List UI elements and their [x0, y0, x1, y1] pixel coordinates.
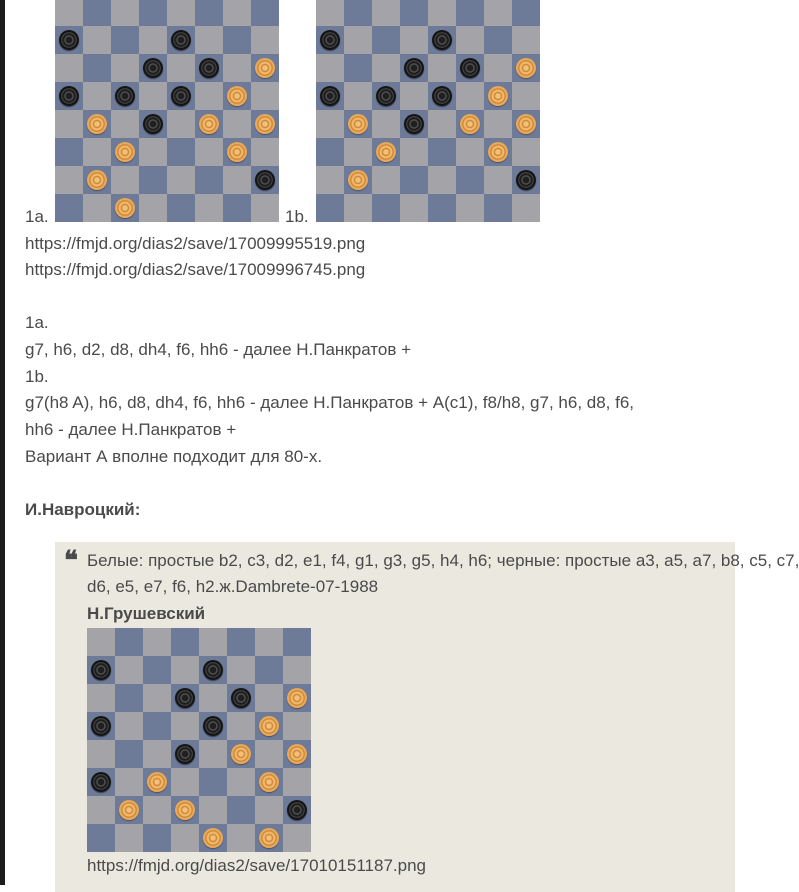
black-checker-piece[interactable] [432, 30, 452, 50]
white-checker-piece[interactable] [227, 142, 247, 162]
white-checker-piece[interactable] [460, 114, 480, 134]
board-square-dark[interactable] [456, 0, 484, 26]
white-checker-piece[interactable] [488, 86, 508, 106]
board-square-light[interactable] [484, 54, 512, 82]
board-square-light[interactable] [344, 194, 372, 222]
board-square-light[interactable] [171, 824, 199, 852]
black-checker-piece[interactable] [59, 86, 79, 106]
white-checker-piece[interactable] [87, 170, 107, 190]
board-square-light[interactable] [143, 796, 171, 824]
board-square-light[interactable] [55, 110, 83, 138]
white-checker-piece[interactable] [115, 142, 135, 162]
board-square-dark[interactable] [484, 194, 512, 222]
board-square-dark[interactable] [171, 684, 199, 712]
quote-text-line-2: d6, e5, e7, f6, h2.ж.Dambrete-07-1988 [87, 577, 379, 596]
board-square-light[interactable] [115, 768, 143, 796]
white-checker-piece[interactable] [348, 114, 368, 134]
board-square-light[interactable] [372, 54, 400, 82]
black-checker-piece[interactable] [460, 58, 480, 78]
board-square-dark[interactable] [344, 54, 372, 82]
board-square-dark[interactable] [372, 26, 400, 54]
quote-author-name: Н.Грушевский [87, 604, 206, 623]
board-square-light[interactable] [251, 138, 279, 166]
white-checker-piece[interactable] [203, 828, 223, 848]
black-checker-piece[interactable] [320, 30, 340, 50]
board-square-dark[interactable] [223, 82, 251, 110]
board-square-dark[interactable] [87, 768, 115, 796]
board-square-light[interactable] [115, 824, 143, 852]
board-square-light[interactable] [456, 26, 484, 54]
board-square-dark[interactable] [428, 138, 456, 166]
analysis-line-4: g7(h8 A), h6, d8, dh4, f6, hh6 - далее Н.Панкратов + A(c1), f8/h8, g7, h6, d8, f6, [25, 393, 635, 412]
board-square-light[interactable] [227, 656, 255, 684]
white-checker-piece[interactable] [516, 58, 536, 78]
black-checker-piece[interactable] [203, 660, 223, 680]
board-square-dark[interactable] [227, 628, 255, 656]
board-square-dark[interactable] [115, 684, 143, 712]
board-square-light[interactable] [316, 54, 344, 82]
board-square-light[interactable] [139, 26, 167, 54]
black-checker-piece[interactable] [231, 688, 251, 708]
board-square-light[interactable] [143, 684, 171, 712]
board-square-dark[interactable] [167, 138, 195, 166]
board-square-light[interactable] [115, 656, 143, 684]
board-square-dark[interactable] [283, 684, 311, 712]
board-square-light[interactable] [171, 768, 199, 796]
board-square-dark[interactable] [195, 0, 223, 26]
board-square-light[interactable] [171, 656, 199, 684]
board-square-dark[interactable] [456, 54, 484, 82]
analysis-line-6: Вариант А вполне подходит для 80-х. [25, 447, 323, 466]
board-square-dark[interactable] [227, 740, 255, 768]
black-checker-piece[interactable] [203, 716, 223, 736]
left-border [0, 0, 5, 885]
board-square-dark[interactable] [139, 110, 167, 138]
board-square-dark[interactable] [283, 796, 311, 824]
board-square-dark[interactable] [167, 82, 195, 110]
board-square-dark[interactable] [111, 82, 139, 110]
diagram-link-2[interactable]: https://fmjd.org/dias2/save/17009996745.png [25, 260, 366, 279]
board-square-dark[interactable] [512, 166, 540, 194]
white-checker-piece[interactable] [259, 716, 279, 736]
board-square-light[interactable] [344, 26, 372, 54]
board-square-dark[interactable] [344, 166, 372, 194]
board-square-dark[interactable] [167, 26, 195, 54]
white-checker-piece[interactable] [255, 58, 275, 78]
board-square-dark[interactable] [195, 110, 223, 138]
board-square-light[interactable] [199, 684, 227, 712]
white-checker-piece[interactable] [516, 114, 536, 134]
board-square-light[interactable] [484, 110, 512, 138]
board-square-light[interactable] [484, 166, 512, 194]
board-square-light[interactable] [400, 82, 428, 110]
board-square-light[interactable] [400, 138, 428, 166]
board-square-light[interactable] [83, 194, 111, 222]
analysis-line-2: g7, h6, d2, d8, dh4, f6, hh6 - далее Н.Панкратов + [25, 340, 412, 359]
board-square-light[interactable] [428, 166, 456, 194]
board-square-light[interactable] [512, 194, 540, 222]
board-square-dark[interactable] [143, 712, 171, 740]
board-square-dark[interactable] [223, 138, 251, 166]
board-square-light[interactable] [283, 824, 311, 852]
board-square-dark[interactable] [55, 26, 83, 54]
board-square-light[interactable] [199, 796, 227, 824]
black-checker-piece[interactable] [432, 86, 452, 106]
white-checker-piece[interactable] [255, 114, 275, 134]
board-square-light[interactable] [227, 768, 255, 796]
board-square-dark[interactable] [251, 54, 279, 82]
quote-mark-icon: ❝ [64, 546, 78, 576]
board-square-dark[interactable] [344, 110, 372, 138]
board-square-light[interactable] [111, 110, 139, 138]
board-square-dark[interactable] [115, 796, 143, 824]
board-square-dark[interactable] [428, 26, 456, 54]
board-square-light[interactable] [344, 82, 372, 110]
board-square-dark[interactable] [199, 768, 227, 796]
board-square-light[interactable] [111, 54, 139, 82]
white-checker-piece[interactable] [147, 772, 167, 792]
white-checker-piece[interactable] [119, 800, 139, 820]
board-square-light[interactable] [428, 0, 456, 26]
board-square-light[interactable] [143, 740, 171, 768]
board-square-dark[interactable] [87, 824, 115, 852]
board-square-dark[interactable] [139, 166, 167, 194]
board-square-light[interactable] [55, 0, 83, 26]
board-square-dark[interactable] [111, 194, 139, 222]
board-square-dark[interactable] [251, 110, 279, 138]
board-square-light[interactable] [255, 684, 283, 712]
black-checker-piece[interactable] [175, 688, 195, 708]
board-square-dark[interactable] [255, 768, 283, 796]
black-checker-piece[interactable] [171, 86, 191, 106]
board-square-dark[interactable] [512, 0, 540, 26]
board-square-light[interactable] [139, 194, 167, 222]
board-square-light[interactable] [255, 628, 283, 656]
board-square-light[interactable] [195, 194, 223, 222]
board-square-light[interactable] [283, 768, 311, 796]
black-checker-piece[interactable] [199, 58, 219, 78]
board-square-dark[interactable] [283, 628, 311, 656]
black-checker-piece[interactable] [175, 744, 195, 764]
black-checker-piece[interactable] [115, 86, 135, 106]
board-square-dark[interactable] [512, 54, 540, 82]
board-square-dark[interactable] [83, 166, 111, 194]
board-square-light[interactable] [283, 712, 311, 740]
board-square-dark[interactable] [171, 796, 199, 824]
black-checker-piece[interactable] [59, 30, 79, 50]
black-checker-piece[interactable] [91, 660, 111, 680]
diagram-link-3[interactable]: https://fmjd.org/dias2/save/17010151187.png [87, 856, 426, 875]
diagram-link-1[interactable]: https://fmjd.org/dias2/save/17009995519.png [25, 234, 366, 253]
board-square-light[interactable] [255, 796, 283, 824]
board-square-dark[interactable] [484, 138, 512, 166]
board-square-light[interactable] [223, 0, 251, 26]
board-square-dark[interactable] [139, 54, 167, 82]
board-square-light[interactable] [344, 138, 372, 166]
white-checker-piece[interactable] [488, 142, 508, 162]
board-square-light[interactable] [55, 54, 83, 82]
black-checker-piece[interactable] [320, 86, 340, 106]
white-checker-piece[interactable] [287, 744, 307, 764]
board-square-light[interactable] [83, 82, 111, 110]
board-square-dark[interactable] [223, 26, 251, 54]
board-square-light[interactable] [372, 110, 400, 138]
board-square-light[interactable] [372, 166, 400, 194]
black-checker-piece[interactable] [376, 86, 396, 106]
board-square-dark[interactable] [111, 138, 139, 166]
board-square-dark[interactable] [456, 166, 484, 194]
board-square-light[interactable] [428, 54, 456, 82]
board-square-dark[interactable] [195, 166, 223, 194]
board-square-dark[interactable] [344, 0, 372, 26]
board-square-dark[interactable] [111, 26, 139, 54]
board-square-light[interactable] [83, 138, 111, 166]
board-square-dark[interactable] [251, 166, 279, 194]
board-square-dark[interactable] [251, 0, 279, 26]
board-square-light[interactable] [195, 82, 223, 110]
board-square-light[interactable] [195, 138, 223, 166]
board-square-light[interactable] [456, 82, 484, 110]
analysis-line-5: hh6 - далее Н.Панкратов + [25, 420, 237, 439]
board-square-dark[interactable] [255, 656, 283, 684]
board-square-dark[interactable] [316, 26, 344, 54]
author-heading: И.Навроцкий: [25, 500, 141, 519]
board-square-light[interactable] [195, 26, 223, 54]
white-checker-piece[interactable] [259, 828, 279, 848]
board-square-dark[interactable] [139, 0, 167, 26]
board-square-light[interactable] [223, 166, 251, 194]
board-square-dark[interactable] [55, 194, 83, 222]
white-checker-piece[interactable] [287, 688, 307, 708]
board-square-dark[interactable] [372, 194, 400, 222]
board-square-dark[interactable] [115, 740, 143, 768]
board-square-light[interactable] [400, 26, 428, 54]
board-square-light[interactable] [283, 656, 311, 684]
board-square-dark[interactable] [316, 138, 344, 166]
white-checker-piece[interactable] [87, 114, 107, 134]
board-square-dark[interactable] [115, 628, 143, 656]
analysis-line-1: 1a. [25, 313, 49, 332]
board-square-dark[interactable] [199, 656, 227, 684]
white-checker-piece[interactable] [231, 744, 251, 764]
board-square-light[interactable] [484, 0, 512, 26]
board-square-light[interactable] [251, 26, 279, 54]
board-square-dark[interactable] [372, 82, 400, 110]
board-square-dark[interactable] [195, 54, 223, 82]
board-square-dark[interactable] [199, 712, 227, 740]
board-square-dark[interactable] [223, 194, 251, 222]
board-square-dark[interactable] [83, 54, 111, 82]
board-square-dark[interactable] [484, 26, 512, 54]
board-square-light[interactable] [111, 0, 139, 26]
board-square-light[interactable] [167, 0, 195, 26]
board-square-light[interactable] [87, 796, 115, 824]
black-checker-piece[interactable] [516, 170, 536, 190]
board-square-dark[interactable] [255, 824, 283, 852]
board-square-light[interactable] [87, 628, 115, 656]
board-square-dark[interactable] [316, 82, 344, 110]
board-square-dark[interactable] [428, 194, 456, 222]
board-square-dark[interactable] [372, 138, 400, 166]
board-square-light[interactable] [512, 138, 540, 166]
board-square-dark[interactable] [484, 82, 512, 110]
black-checker-piece[interactable] [91, 772, 111, 792]
black-checker-piece[interactable] [143, 58, 163, 78]
board-square-dark[interactable] [171, 628, 199, 656]
board-square-light[interactable] [139, 82, 167, 110]
board-square-light[interactable] [400, 194, 428, 222]
board-square-light[interactable] [87, 684, 115, 712]
board-square-dark[interactable] [87, 656, 115, 684]
board-square-dark[interactable] [199, 824, 227, 852]
board-square-dark[interactable] [171, 740, 199, 768]
white-checker-piece[interactable] [259, 772, 279, 792]
board-square-dark[interactable] [143, 768, 171, 796]
board-square-dark[interactable] [143, 824, 171, 852]
board-square-light[interactable] [167, 110, 195, 138]
board-square-light[interactable] [87, 740, 115, 768]
board-square-light[interactable] [139, 138, 167, 166]
board-square-light[interactable] [143, 628, 171, 656]
white-checker-piece[interactable] [199, 114, 219, 134]
board-square-dark[interactable] [400, 54, 428, 82]
board-square-light[interactable] [55, 166, 83, 194]
board-square-light[interactable] [255, 740, 283, 768]
board-square-dark[interactable] [316, 194, 344, 222]
black-checker-piece[interactable] [287, 800, 307, 820]
black-checker-piece[interactable] [91, 716, 111, 736]
white-checker-piece[interactable] [175, 800, 195, 820]
board-square-dark[interactable] [400, 0, 428, 26]
board-square-dark[interactable] [83, 0, 111, 26]
board-square-light[interactable] [111, 166, 139, 194]
board-square-light[interactable] [251, 82, 279, 110]
board-square-dark[interactable] [255, 712, 283, 740]
board-square-dark[interactable] [167, 194, 195, 222]
board-square-dark[interactable] [283, 740, 311, 768]
black-checker-piece[interactable] [404, 58, 424, 78]
white-checker-piece[interactable] [348, 170, 368, 190]
board-square-dark[interactable] [55, 82, 83, 110]
board-square-light[interactable] [223, 54, 251, 82]
black-checker-piece[interactable] [143, 114, 163, 134]
analysis-line-3: 1b. [25, 367, 49, 386]
board-square-dark[interactable] [227, 796, 255, 824]
board-square-light[interactable] [316, 110, 344, 138]
black-checker-piece[interactable] [171, 30, 191, 50]
diagram-1b-label: 1b. [285, 207, 309, 226]
board-square-light[interactable] [199, 740, 227, 768]
board-square-dark[interactable] [83, 110, 111, 138]
white-checker-piece[interactable] [376, 142, 396, 162]
board-square-dark[interactable] [55, 138, 83, 166]
board-square-light[interactable] [83, 26, 111, 54]
board-square-light[interactable] [512, 82, 540, 110]
board-square-light[interactable] [512, 26, 540, 54]
board-square-dark[interactable] [512, 110, 540, 138]
black-checker-piece[interactable] [255, 170, 275, 190]
diagram-1b-board[interactable] [316, 0, 540, 222]
board-square-dark[interactable] [143, 656, 171, 684]
board-square-light[interactable] [115, 712, 143, 740]
board-square-light[interactable] [316, 0, 344, 26]
diagram-1a-label: 1a. [25, 207, 49, 226]
board-square-light[interactable] [456, 194, 484, 222]
black-checker-piece[interactable] [404, 114, 424, 134]
board-square-light[interactable] [223, 110, 251, 138]
board-square-light[interactable] [199, 628, 227, 656]
white-checker-piece[interactable] [227, 86, 247, 106]
board-square-light[interactable] [227, 712, 255, 740]
board-square-light[interactable] [167, 54, 195, 82]
board-square-light[interactable] [227, 824, 255, 852]
board-square-light[interactable] [171, 712, 199, 740]
diagram-1a-board[interactable] [55, 0, 279, 222]
white-checker-piece[interactable] [115, 198, 135, 218]
board-square-light[interactable] [372, 0, 400, 26]
board-square-light[interactable] [251, 194, 279, 222]
board-square-dark[interactable] [87, 712, 115, 740]
board-square-dark[interactable] [428, 82, 456, 110]
board-square-dark[interactable] [227, 684, 255, 712]
board-square-light[interactable] [456, 138, 484, 166]
quote-text-line-1: Белые: простые b2, c3, d2, e1, f4, g1, g3, g5, h4, h6; черные: простые a3, a5, a7, b8, c5, c7, [87, 551, 799, 570]
board-square-dark[interactable] [400, 110, 428, 138]
board-square-dark[interactable] [400, 166, 428, 194]
board-square-light[interactable] [167, 166, 195, 194]
board-square-light[interactable] [316, 166, 344, 194]
board-square-light[interactable] [428, 110, 456, 138]
board-square-dark[interactable] [456, 110, 484, 138]
quote-diagram-board[interactable] [87, 628, 311, 852]
